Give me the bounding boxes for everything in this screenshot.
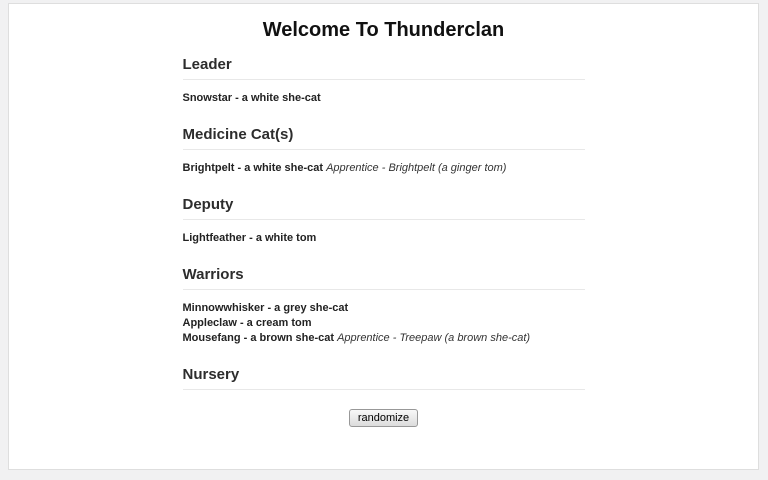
- apprentice-note: Apprentice - Treepaw (a brown she-cat): [337, 332, 531, 344]
- cat-entry: [183, 161, 585, 176]
- apprentice-note: Apprentice - Brightpelt (a ginger tom): [326, 162, 507, 174]
- section-heading-leader: Leader: [182, 56, 232, 73]
- cat-name: Lightfeather - a white tom: [182, 232, 317, 244]
- section-medicine-cats: [183, 127, 585, 176]
- section-heading-deputy: Deputy: [182, 196, 234, 213]
- section-warriors: [183, 267, 585, 346]
- section-divider: [183, 149, 585, 150]
- section-heading-nursery: Nursery: [182, 366, 240, 383]
- cat-name: Appleclaw - a cream tom: [182, 317, 312, 329]
- content-column: [183, 57, 585, 427]
- section-divider: [183, 79, 585, 80]
- section-heading-medicine-cats: Medicine Cat(s): [182, 126, 294, 143]
- cat-name: Snowstar - a white she-cat: [182, 92, 321, 104]
- section-divider: [183, 289, 585, 290]
- section-divider: [183, 219, 585, 220]
- page-card: [8, 3, 759, 470]
- page-title: Welcome To Thunderclan: [262, 19, 505, 41]
- cat-name: Brightpelt - a white she-cat: [182, 162, 324, 174]
- cat-entry: [183, 301, 585, 316]
- section-deputy: [183, 197, 585, 246]
- cat-name: Mousefang - a brown she-cat: [182, 332, 335, 344]
- randomize-button[interactable]: randomize: [349, 409, 418, 427]
- button-row: [183, 408, 585, 427]
- cat-entry: [183, 231, 585, 246]
- section-heading-warriors: Warriors: [182, 266, 244, 283]
- cat-entry: [183, 331, 585, 346]
- section-leader: [183, 57, 585, 106]
- cat-entry: [183, 316, 585, 331]
- section-nursery: [183, 367, 585, 390]
- section-divider: [183, 389, 585, 390]
- cat-entry: [183, 91, 585, 106]
- cat-name: Minnowwhisker - a grey she-cat: [182, 302, 349, 314]
